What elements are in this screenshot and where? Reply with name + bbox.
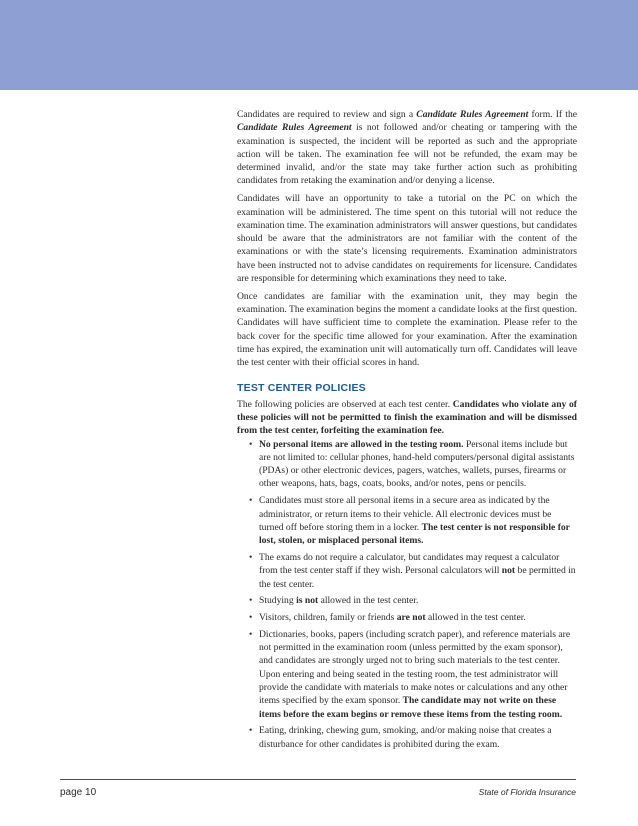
- policy-item: [249, 494, 577, 547]
- policy-item: [249, 724, 577, 751]
- bullet-icon: •: [249, 438, 253, 450]
- policy-item: [249, 594, 577, 607]
- main-content: [237, 108, 577, 755]
- header-color-band: [0, 0, 638, 90]
- bullet-icon: •: [249, 725, 253, 737]
- policy-item: [249, 611, 577, 624]
- policy-emphasis: is not: [296, 595, 319, 607]
- policy-item: [249, 438, 577, 491]
- text-run: is not followed and/or cheating or tampering with the examination is suspected, the incident will be reported as such and the appropriate action will be taken. The examination fee will not be refunded, the exam may be determined invalid, and/or the state may take further action such as prohibiting candidates from retaking the examination and/or denying a license.: [237, 122, 578, 187]
- bullet-icon: •: [249, 495, 253, 507]
- policy-emphasis: The candidate may not write on these items before the exam begins or remove these items from the testing room.: [259, 695, 563, 720]
- policy-item: [249, 551, 577, 591]
- text-run: Candidates are required to review and sign a: [237, 109, 417, 120]
- bullet-icon: •: [249, 551, 253, 563]
- policy-text: allowed in the test center.: [425, 612, 526, 624]
- bullet-icon: •: [249, 595, 253, 607]
- policy-text: Dictionaries, books, papers (including scratch paper), and reference materials are not permitted in the examination room (unless permitted by the exam sponsor), and candidates are strongly urged not to bring such materials to the test center. Upon entering and being seated in the testing room, the test administrator will provide the candidate with materials to make notes or calculations and any other items specified by the exam sponsor.: [259, 628, 571, 707]
- policy-list: [237, 438, 577, 752]
- text-run: The following policies are observed at each test center.: [237, 398, 453, 410]
- policy-text: Candidates must store all personal items in a secure area as indicated by the administrator, or return items to their vehicle. All electronic devices must be turned off before storing them in a locker.: [259, 495, 552, 533]
- policy-item: [249, 628, 577, 721]
- policy-text: Studying: [259, 595, 297, 607]
- policy-emphasis: No personal items are allowed in the testing room.: [259, 438, 464, 450]
- policy-emphasis: The test center is not responsible for lost, stolen, or misplaced personal items.: [259, 521, 570, 547]
- policy-emphasis: not: [501, 565, 516, 577]
- rules-agreement-paragraph: [237, 108, 577, 188]
- policy-text: Eating, drinking, chewing gum, smoking, and/or making noise that creates a disturbance for other candidates is prohibited during the exam.: [259, 725, 552, 750]
- page-number: page 10: [60, 787, 97, 798]
- policy-text: be permitted in the test center.: [259, 565, 576, 590]
- agreement-name: Candidate Rules Agreement: [237, 122, 352, 134]
- text-run: form. If the: [528, 109, 577, 120]
- policy-text: Visitors, children, family or friends: [259, 612, 397, 624]
- policy-text: allowed in the test center.: [318, 595, 419, 607]
- footer-divider: [60, 779, 576, 780]
- document-title: State of Florida Insurance: [478, 787, 576, 797]
- policy-text: The exams do not require a calculator, but candidates may request a calculator from the test center staff if they wish. Personal calculators will: [259, 551, 560, 577]
- policies-intro: [237, 398, 577, 438]
- agreement-name: Candidate Rules Agreement: [416, 109, 529, 120]
- tutorial-paragraph: Candidates will have an opportunity to take a tutorial on the PC on which the examination will be administered. The time spent on this tutorial will not reduce the examination time. The examination administrators will answer questions, but candidates should be aware that the administrators are not familiar with the content of the examinations or with the state’s licensing requirements. Examination administrators have been instructed not to advise candidates on requirements for licensure. Candidates are responsible for determining which examinations they need to take.: [237, 193, 577, 285]
- bullet-icon: •: [249, 628, 253, 640]
- policy-text: Personal items include but are not limited to: cellular phones, hand-held computers/personal digital assistants (PDAs) or other electronic devices, pagers, watches, wallets, purses, firearms or other weapons, hats, bags, coats, books, and/or notes, pens or pencils.: [259, 438, 575, 490]
- section-heading: TEST CENTER POLICIES: [237, 381, 366, 394]
- violation-warning: Candidates who violate any of these policies will not be permitted to finish the examination and will be dismissed from the test center, forfeiting the examination fee.: [237, 398, 578, 437]
- exam-start-paragraph: Once candidates are familiar with the examination unit, they may begin the examination. The examination begins the moment a candidate looks at the first question. Candidates will have sufficient time to complete the examination. Please refer to the back cover for the specific time allowed for your examination. After the examination time has expired, the examination unit will automatically turn off. Candidates will leave the test center with their official scores in hand.: [237, 290, 577, 369]
- policy-emphasis: are not: [396, 612, 426, 624]
- bullet-icon: •: [249, 612, 253, 624]
